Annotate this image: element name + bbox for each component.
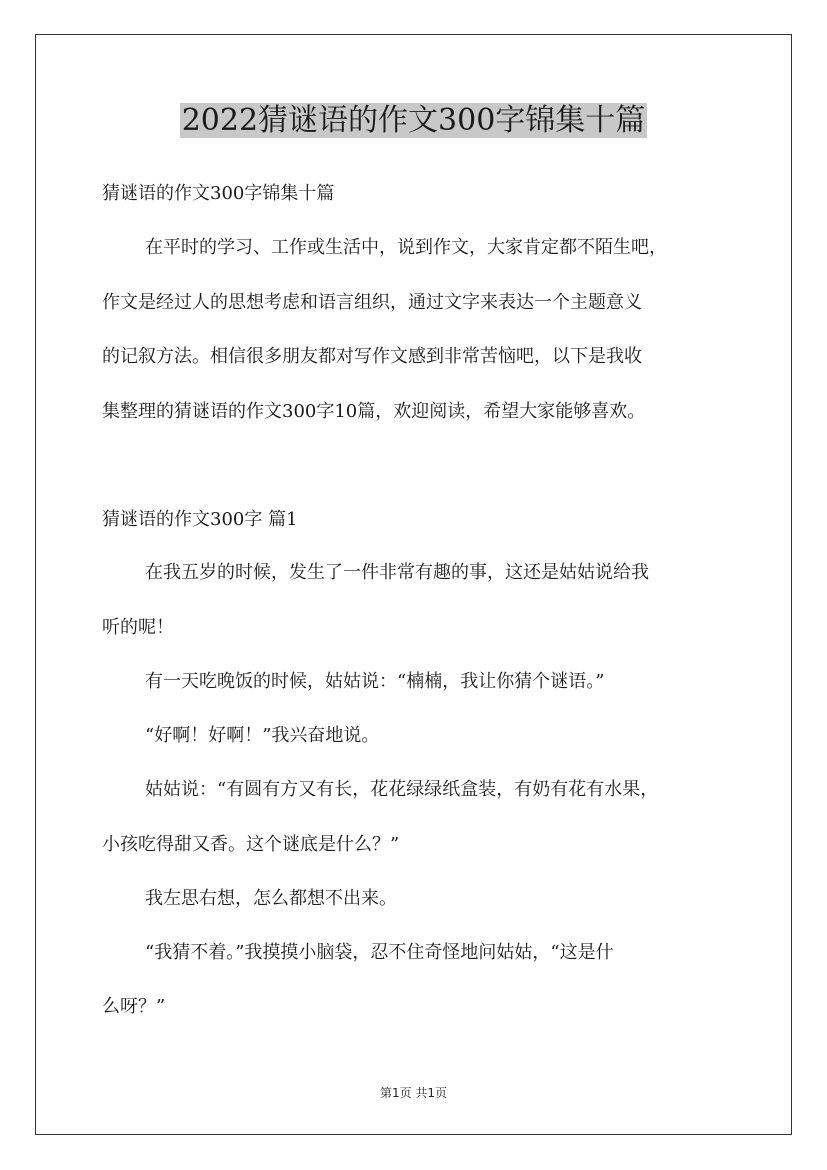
- document-subtitle: 猜谜语的作文300字锦集十篇: [102, 183, 335, 204]
- story-line-6: 小孩吃得甜又香。这个谜底是什么？”: [102, 834, 400, 855]
- story-line-1: 在我五岁的时候，发生了一件非常有趣的事，这还是姑姑说给我: [145, 562, 649, 583]
- story-line-4: “好啊！好啊！”我兴奋地说。: [145, 725, 380, 746]
- intro-line-4: 集整理的猜谜语的作文300字10篇，欢迎阅读，希望大家能够喜欢。: [102, 401, 646, 422]
- story-line-7: 我左思右想，怎么都想不出来。: [145, 888, 397, 909]
- intro-line-1: 在平时的学习、工作或生活中，说到作文，大家肯定都不陌生吧，: [145, 237, 667, 258]
- document-title: [0, 100, 827, 142]
- intro-line-3: 的记叙方法。相信很多朋友都对写作文感到非常苦恼吧，以下是我收: [102, 346, 642, 367]
- intro-line-2: 作文是经过人的思想考虑和语言组织，通过文字来表达一个主题意义: [102, 292, 642, 313]
- document-title-text: 2022猜谜语的作文300字锦集十篇: [181, 103, 646, 138]
- story-line-8: “我猜不着。”我摸摸小脑袋，忍不住奇怪地问姑姑，“这是什: [145, 942, 614, 963]
- page-footer: 第1页 共1页: [379, 1086, 448, 1100]
- story-line-2: 听的呢！: [102, 617, 174, 638]
- section-heading: 猜谜语的作文300字 篇1: [102, 509, 298, 530]
- story-line-9: 么呀？”: [102, 996, 166, 1017]
- story-line-3: 有一天吃晚饭的时候，姑姑说：“楠楠，我让你猜个谜语。”: [145, 671, 605, 692]
- story-line-5: 姑姑说：“有圆有方又有长，花花绿绿纸盒装，有奶有花有水果，: [145, 779, 659, 800]
